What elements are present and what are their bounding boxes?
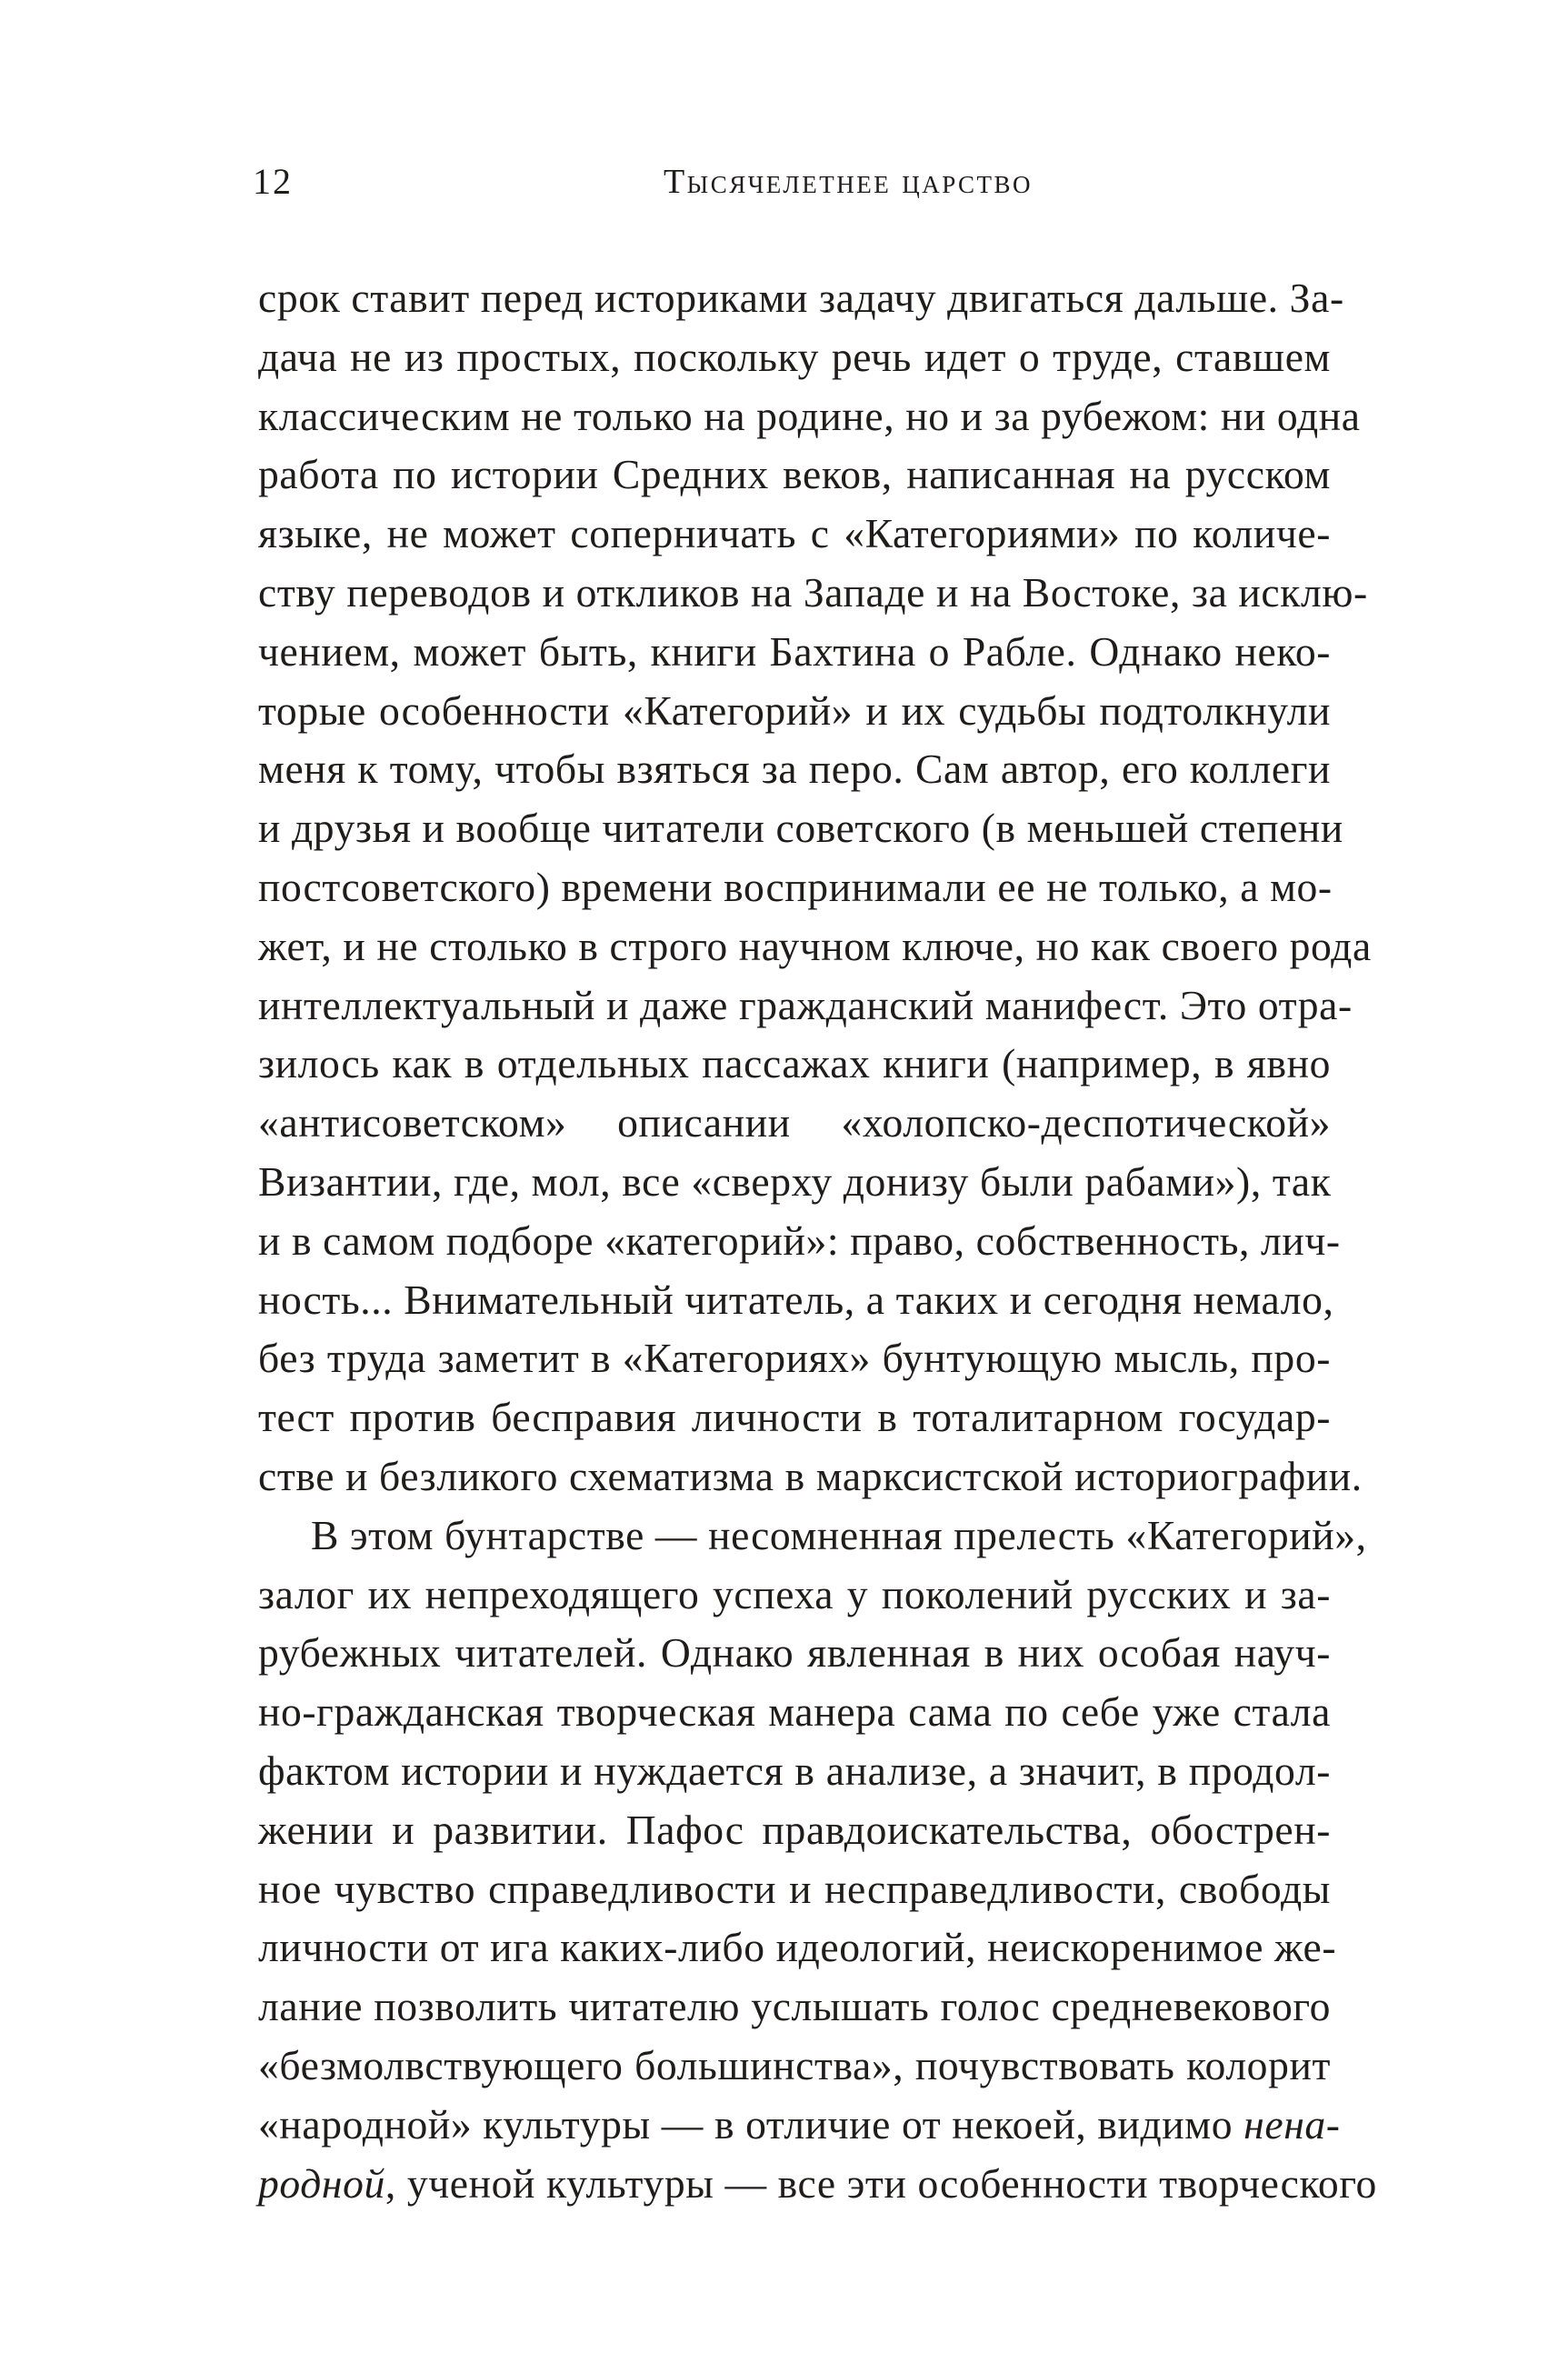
text-line: интеллектуальный и даже гражданский манифест. Это отра- <box>258 981 1353 1028</box>
text-line: постсоветского) времени воспринимали ее не только, а мо- <box>258 863 1333 910</box>
text-line: и в самом подборе «категорий»: право, собственность, лич- <box>258 1217 1341 1264</box>
paragraph-1 <box>258 269 1372 1507</box>
text-line: «антисоветском» описании «холопско-деспотической» <box>258 1099 1331 1146</box>
text-line: ное чувство справедливости и несправедливости, свободы <box>258 1865 1331 1912</box>
running-title: Тысячелетнее царство <box>663 163 1034 201</box>
text-line: ность... Внимательный читатель, а таких и сегодня немало, <box>258 1276 1334 1323</box>
text-line: работа по истории Средних веков, написанная на русском <box>258 451 1331 498</box>
text-line: лание позволить читателю услышать голос средневекового <box>258 1983 1331 2030</box>
text-line: и друзья и вообще читатели советского (в меньшей степени <box>258 805 1343 852</box>
text-line: тест против бесправия личности в тоталитарном государ- <box>258 1394 1331 1441</box>
italic-segment: родной <box>258 2159 385 2207</box>
text-segment: «народной» культуры — в отличие от некоей, видимо <box>258 2100 1244 2148</box>
text-segment: , ученой культуры — все эти особенности творческого <box>385 2159 1377 2207</box>
text-line: В этом бунтарстве — несомненная прелесть «Категорий», <box>311 1511 1367 1558</box>
text-line: дача не из простых, поскольку речь идет о труде, ставшем <box>258 333 1331 380</box>
text-line: классическим не только на родине, но и за рубежом: ни одна <box>258 392 1361 439</box>
running-header <box>253 155 1334 209</box>
text-line: срок ставит перед историками задачу двигаться дальше. За- <box>258 275 1344 321</box>
text-line-mixed <box>258 2155 1377 2214</box>
text-line: залог их непреходящего успеха у поколений русских и за- <box>258 1570 1331 1617</box>
page-number: 12 <box>253 161 293 202</box>
text-line: жении и развитии. Пафос правдоискательства, обострен- <box>258 1806 1331 1853</box>
text-line: языке, не может соперничать с «Категориями» по количе- <box>258 510 1331 557</box>
text-line: торые особенности «Категорий» и их судьбы подтолкнули <box>258 686 1331 734</box>
text-line: зилось как в отдельных пассажах книги (например, в явно <box>258 1040 1331 1087</box>
text-line: меня к тому, чтобы взяться за перо. Сам автор, его коллеги <box>258 746 1331 793</box>
text-line: рубежных читателей. Однако явленная в них особая науч- <box>258 1629 1331 1677</box>
text-line: фактом истории и нуждается в анализе, а значит, в продол- <box>258 1747 1331 1794</box>
body-text <box>258 269 1377 2213</box>
text-line: чением, может быть, книги Бахтина о Рабле. Однако неко- <box>258 627 1331 675</box>
text-line: «безмолвствующего большинства», почувствовать колорит <box>258 2041 1331 2088</box>
text-line: но-гражданская творческая манера сама по себе уже стала <box>258 1688 1331 1736</box>
italic-segment: нена- <box>1243 2100 1341 2148</box>
text-line: стве и безликого схематизма в марксистской историографии. <box>258 1452 1363 1499</box>
paragraph-2 <box>258 1507 1377 2214</box>
text-line: без труда заметит в «Категориях» бунтующую мысль, про- <box>258 1335 1331 1382</box>
text-line: жет, и не столько в строго научном ключе, но как своего рода <box>258 922 1372 969</box>
text-line: ству переводов и откликов на Западе и на Востоке, за исклю- <box>258 568 1368 616</box>
text-line-mixed <box>258 2096 1341 2155</box>
text-line: Византии, где, мол, все «сверху донизу были рабами»), так <box>258 1157 1332 1205</box>
text-line: личности от ига каких-либо идеологий, неискоренимое же- <box>258 1924 1337 1971</box>
